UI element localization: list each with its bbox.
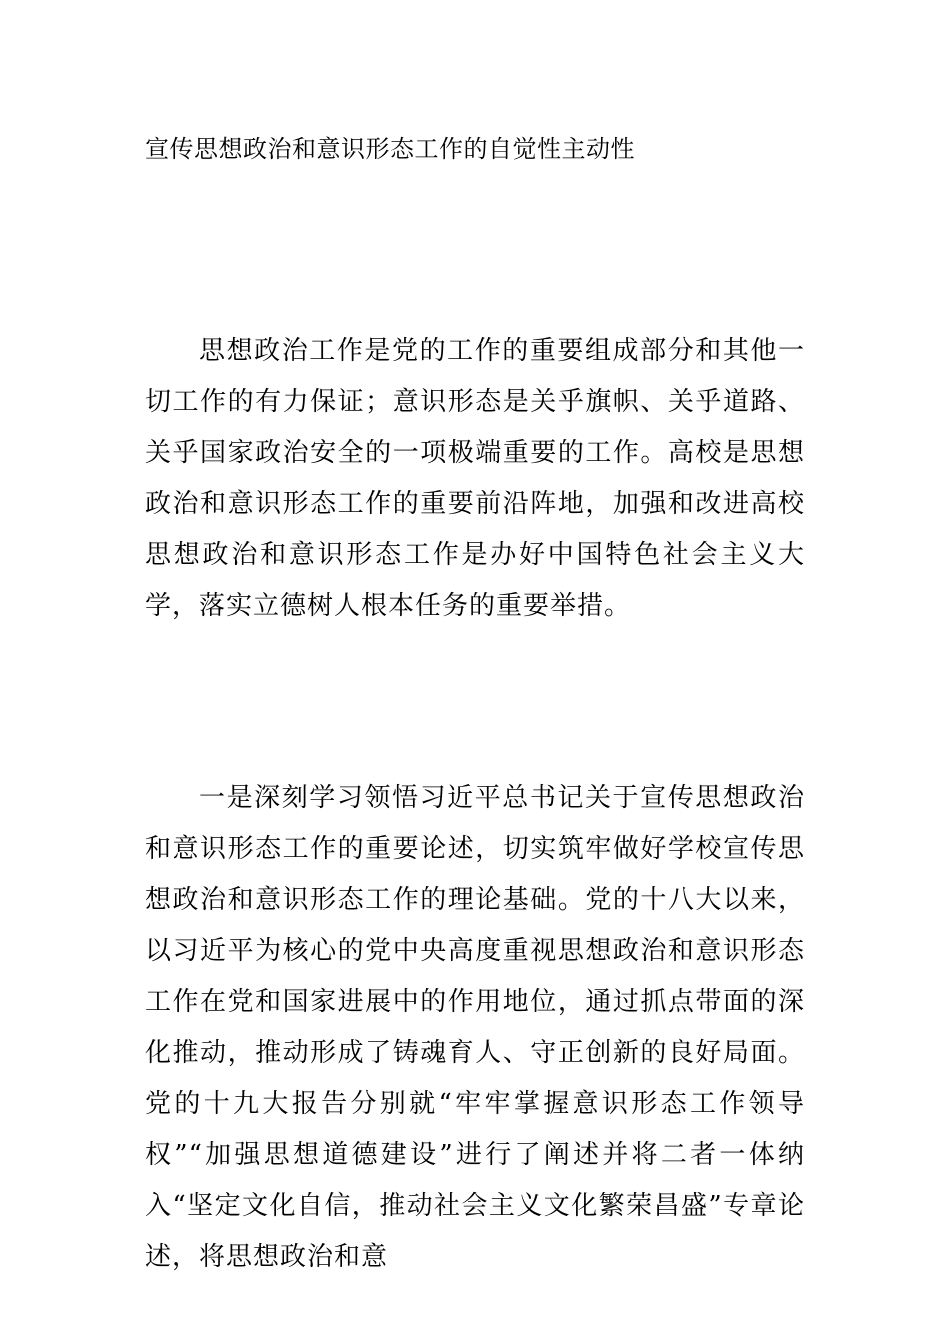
body-paragraph-2: 一是深刻学习领悟习近平总书记关于宣传思想政治和意识形态工作的重要论述，切实筑牢做好学校宣传思想政治和意识形态工作的理论基础。党的十八大以来，以习近平为核心的党中央高度重视思想政治和意识形态工作在党和国家进展中的作用地位，通过抓点带面的深化推动，推动形成了铸魂育人、守正创新的良好局面。党的十九大报告分别就“牢牢掌握意识形态工作领导权”“加强思想道德建设”进行了阐述并将二者一体纳入“坚定文化自信，推动社会主义文化繁荣昌盛”专章论述，将思想政治和意 bbox=[145, 783, 805, 1272]
document-title: 宣传思想政治和意识形态工作的自觉性主动性 bbox=[145, 135, 635, 163]
body-paragraph-1: 思想政治工作是党的工作的重要组成部分和其他一切工作的有力保证；意识形态是关乎旗帜、关乎道路、关乎国家政治安全的一项极端重要的工作。高校是思想政治和意识形态工作的重要前沿阵地，加强和改进高校思想政治和意识形态工作是办好中国特色社会主义大学，落实立德树人根本任务的重要举措。 bbox=[145, 336, 805, 621]
